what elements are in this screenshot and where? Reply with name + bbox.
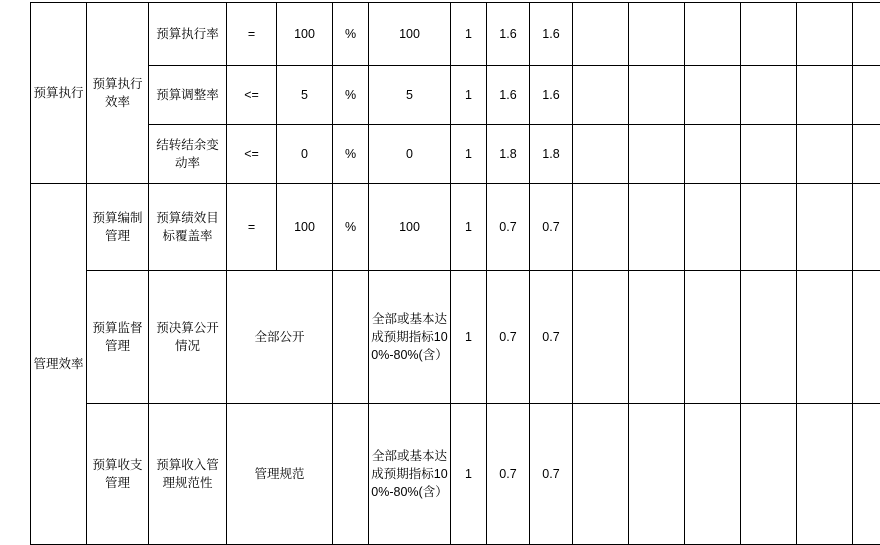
extra-cell (629, 125, 685, 184)
extra-cell (741, 66, 797, 125)
extra-cell (853, 125, 880, 184)
extra-cell (685, 184, 741, 271)
actual-value: 100 (369, 184, 451, 271)
level1-category (31, 184, 87, 545)
score2-value: 1.6 (530, 3, 573, 66)
score2-value: 0.7 (530, 404, 573, 545)
score2-value: 1.6 (530, 66, 573, 125)
score1-value: 0.7 (487, 404, 530, 545)
operator-cell: = (227, 3, 277, 66)
level2-category-label: 预算编制管理 (88, 209, 147, 245)
score2-value: 1.8 (530, 125, 573, 184)
weight-value: 1 (451, 125, 487, 184)
level2-category (87, 3, 149, 184)
indicator-name: 预算调整率 (149, 66, 227, 125)
extra-cell (573, 404, 629, 545)
extra-cell (685, 404, 741, 545)
score2-value: 0.7 (530, 271, 573, 404)
operator-cell: <= (227, 66, 277, 125)
score1-value: 1.6 (487, 66, 530, 125)
unit-cell (333, 271, 369, 404)
operator-cell: <= (227, 125, 277, 184)
actual-value: 全部或基本达成预期指标100%-80%(含） (369, 271, 451, 404)
table-row (31, 184, 880, 271)
performance-table (30, 2, 880, 545)
extra-cell (629, 184, 685, 271)
weight-value: 1 (451, 184, 487, 271)
weight-value: 1 (451, 404, 487, 545)
score2-value: 0.7 (530, 184, 573, 271)
actual-value: 全部或基本达成预期指标100%-80%(含） (369, 404, 451, 545)
level2-category (87, 184, 149, 271)
operator-cell: = (227, 184, 277, 271)
level2-category (87, 404, 149, 545)
extra-cell (797, 404, 853, 545)
extra-cell (685, 271, 741, 404)
extra-cell (741, 184, 797, 271)
extra-cell (853, 184, 880, 271)
extra-cell (573, 66, 629, 125)
extra-cell (853, 3, 880, 66)
level2-category (87, 271, 149, 404)
level2-category-label: 预算执行效率 (88, 75, 147, 111)
target-value: 100 (277, 3, 333, 66)
target-value: 5 (277, 66, 333, 125)
extra-cell (629, 404, 685, 545)
extra-cell (629, 3, 685, 66)
score1-value: 0.7 (487, 271, 530, 404)
actual-value: 100 (369, 3, 451, 66)
extra-cell (685, 3, 741, 66)
extra-cell (741, 125, 797, 184)
extra-cell (573, 125, 629, 184)
level2-category-label: 预算监督管理 (88, 319, 147, 355)
table-row (31, 125, 880, 184)
level1-category-label: 管理效率 (32, 355, 85, 373)
target-value: 全部公开 (227, 271, 333, 404)
table-row (31, 271, 880, 404)
table-row (31, 404, 880, 545)
unit-cell (333, 404, 369, 545)
actual-value: 5 (369, 66, 451, 125)
extra-cell (741, 404, 797, 545)
table-row (31, 3, 880, 66)
extra-cell (797, 125, 853, 184)
target-value: 管理规范 (227, 404, 333, 545)
extra-cell (853, 66, 880, 125)
weight-value: 1 (451, 271, 487, 404)
extra-cell (797, 184, 853, 271)
extra-cell (741, 3, 797, 66)
extra-cell (629, 271, 685, 404)
indicator-name: 预算绩效目标覆盖率 (149, 184, 227, 271)
score1-value: 1.6 (487, 3, 530, 66)
extra-cell (853, 404, 880, 545)
unit-cell: % (333, 184, 369, 271)
score1-value: 1.8 (487, 125, 530, 184)
level1-category-label: 预算执行 (32, 84, 85, 102)
indicator-name: 预算收入管理规范性 (149, 404, 227, 545)
indicator-name: 结转结余变动率 (149, 125, 227, 184)
extra-cell (685, 66, 741, 125)
indicator-name: 预算执行率 (149, 3, 227, 66)
level2-category-label: 预算收支管理 (88, 456, 147, 492)
unit-cell: % (333, 3, 369, 66)
extra-cell (853, 271, 880, 404)
document-page (0, 2, 880, 532)
target-value: 0 (277, 125, 333, 184)
extra-cell (741, 271, 797, 404)
table-row (31, 66, 880, 125)
extra-cell (797, 3, 853, 66)
unit-cell: % (333, 66, 369, 125)
weight-value: 1 (451, 66, 487, 125)
level1-category (31, 3, 87, 184)
extra-cell (573, 184, 629, 271)
extra-cell (573, 3, 629, 66)
extra-cell (797, 66, 853, 125)
actual-value: 0 (369, 125, 451, 184)
unit-cell: % (333, 125, 369, 184)
weight-value: 1 (451, 3, 487, 66)
extra-cell (685, 125, 741, 184)
extra-cell (797, 271, 853, 404)
extra-cell (573, 271, 629, 404)
target-value: 100 (277, 184, 333, 271)
indicator-name: 预决算公开情况 (149, 271, 227, 404)
score1-value: 0.7 (487, 184, 530, 271)
extra-cell (629, 66, 685, 125)
